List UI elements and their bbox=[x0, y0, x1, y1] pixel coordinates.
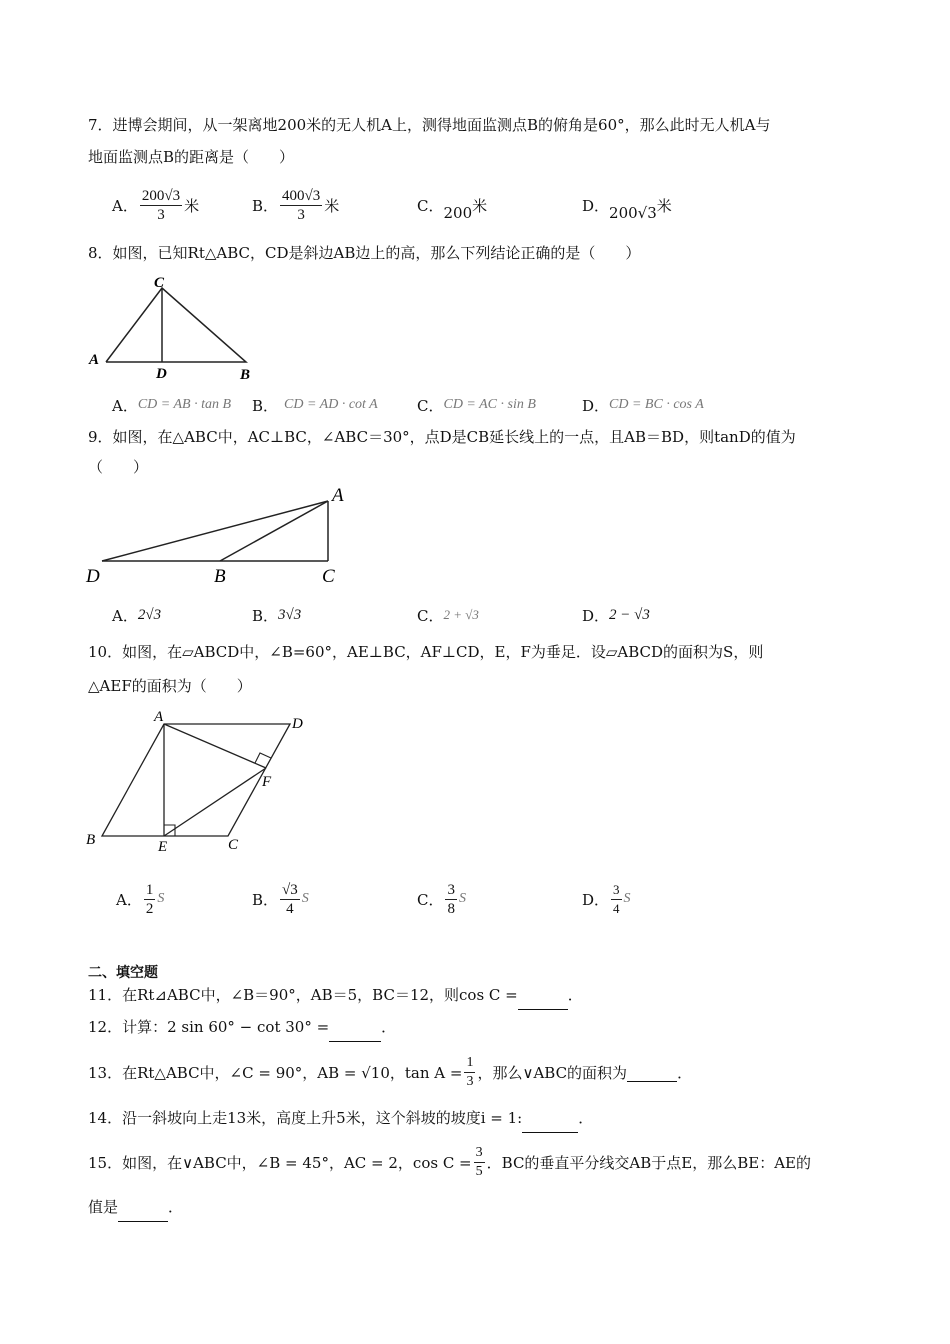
q10-label-a: A bbox=[154, 709, 164, 725]
q9-figure-triangle bbox=[84, 484, 356, 588]
q13-text-b: ，那么∨ABC的面积为 bbox=[477, 1063, 628, 1082]
option-tail: S bbox=[157, 891, 165, 906]
option-tail: S bbox=[623, 891, 631, 906]
q8-option-a[interactable] bbox=[112, 385, 231, 425]
option-tail: S bbox=[458, 891, 466, 906]
q15-text-a: 15．如图，在∨ABC中，∠B = 45°，AC = 2，cos C = bbox=[88, 1153, 472, 1172]
option-label: C． bbox=[417, 606, 444, 625]
q10-options bbox=[112, 879, 880, 919]
fraction bbox=[280, 187, 322, 224]
option-label: D． bbox=[582, 890, 610, 909]
option-label: B． bbox=[252, 396, 279, 415]
denominator: 3 bbox=[466, 1073, 474, 1089]
option-label: D． bbox=[582, 396, 610, 415]
q12-text: 12．计算：2 sin 60° − cot 30° = bbox=[88, 1018, 330, 1036]
option-label: B． bbox=[252, 890, 279, 909]
q14-end: ． bbox=[578, 1109, 594, 1127]
q10-figure-parallelogram bbox=[84, 708, 314, 858]
denominator: 3 bbox=[157, 206, 165, 223]
fraction bbox=[445, 881, 457, 918]
option-label: D． bbox=[582, 196, 610, 215]
q13-end: ． bbox=[677, 1063, 693, 1082]
section-title: 二、填空题 bbox=[88, 965, 158, 981]
option-value: CD = AC · sin B bbox=[443, 397, 536, 412]
q10-option-c[interactable] bbox=[417, 879, 466, 919]
q11-text: 11．在Rt⊿ABC中，∠B＝90°，AB＝5，BC＝12，则cos C = bbox=[88, 986, 518, 1004]
q15-end: ． bbox=[168, 1198, 184, 1216]
option-value: 200 bbox=[443, 204, 473, 222]
q9-label-b: B bbox=[214, 566, 226, 587]
option-value: CD = BC · cos A bbox=[609, 397, 704, 412]
denominator: 4 bbox=[613, 900, 620, 916]
q10-label-b: B bbox=[86, 832, 96, 848]
q12-answer-blank[interactable] bbox=[329, 1021, 381, 1042]
unit: 米 bbox=[184, 196, 200, 215]
denominator: 3 bbox=[297, 206, 305, 223]
q8-label-d: D bbox=[156, 366, 167, 382]
q9-stem-line2: （ ） bbox=[88, 458, 149, 476]
unit: 米 bbox=[324, 196, 340, 215]
q14-answer-blank[interactable] bbox=[522, 1112, 578, 1133]
q13-answer-blank[interactable] bbox=[627, 1063, 677, 1082]
fraction bbox=[464, 1054, 475, 1091]
option-label: D． bbox=[582, 606, 610, 625]
option-value: 3√3 bbox=[278, 606, 302, 623]
q10-label-f: F bbox=[262, 774, 272, 790]
fraction bbox=[280, 881, 300, 918]
q10-option-d[interactable] bbox=[582, 879, 631, 919]
option-label: A． bbox=[112, 196, 138, 215]
q15-line2 bbox=[88, 1192, 880, 1222]
numerator: 3 bbox=[611, 881, 622, 900]
numerator: 3 bbox=[447, 881, 455, 898]
option-label: C． bbox=[417, 890, 444, 909]
q7-option-b[interactable] bbox=[252, 185, 339, 225]
numerator: 400√3 bbox=[282, 187, 321, 204]
q9-option-c[interactable] bbox=[417, 595, 479, 635]
q8-figure-right-triangle bbox=[86, 276, 266, 384]
option-label: C． bbox=[417, 396, 444, 415]
q12-end: ． bbox=[381, 1018, 397, 1036]
fraction bbox=[474, 1144, 485, 1181]
q11-end: ． bbox=[567, 986, 583, 1004]
option-label: A． bbox=[112, 396, 138, 415]
q12 bbox=[88, 1012, 880, 1042]
option-label: B． bbox=[252, 196, 279, 215]
option-label: C． bbox=[417, 196, 444, 215]
q11-answer-blank[interactable] bbox=[518, 989, 568, 1010]
q8-option-b[interactable] bbox=[252, 385, 378, 425]
denominator: 8 bbox=[447, 900, 455, 917]
option-value: 2 − √3 bbox=[609, 606, 650, 623]
q13-text-a: 13．在Rt△ABC中，∠C = 90°，AB = √10，tan A = bbox=[88, 1063, 463, 1082]
q10-option-b[interactable] bbox=[252, 879, 309, 919]
q7-option-d[interactable] bbox=[582, 185, 672, 225]
q8-label-a: A bbox=[89, 352, 100, 368]
q10-label-c: C bbox=[228, 837, 239, 853]
q7-option-a[interactable] bbox=[112, 185, 199, 225]
fraction bbox=[144, 881, 156, 918]
q15-answer-blank[interactable] bbox=[118, 1201, 168, 1222]
q8-label-c: C bbox=[154, 276, 165, 291]
option-value: 2 + √3 bbox=[443, 607, 479, 622]
q9-option-b[interactable] bbox=[252, 595, 301, 635]
numerator: 200√3 bbox=[141, 187, 181, 204]
q14 bbox=[88, 1103, 880, 1133]
q9-stem-line1: 9．如图，在△ABC中，AC⊥BC，∠ABC＝30°，点D是CB延长线上的一点，且AB＝BD，则tanD的值为 bbox=[88, 428, 796, 446]
option-value: CD = AB · tan B bbox=[137, 397, 232, 412]
fraction bbox=[140, 187, 182, 224]
numerator: √3 bbox=[282, 881, 298, 898]
denominator: 2 bbox=[145, 900, 154, 917]
q8-options bbox=[112, 385, 880, 425]
q7-option-c[interactable] bbox=[417, 185, 487, 225]
q11 bbox=[88, 980, 880, 1010]
q10-label-e: E bbox=[158, 839, 168, 855]
denominator: 5 bbox=[475, 1163, 483, 1179]
q14-text: 14．沿一斜坡向上走13米，高度上升5米，这个斜坡的坡度i = 1: bbox=[88, 1109, 523, 1127]
q8-stem: 8．如图，已知Rt△ABC，CD是斜边AB边上的高，那么下列结论正确的是（ ） bbox=[88, 244, 641, 262]
numerator: 1 bbox=[145, 881, 154, 898]
numerator: 3 bbox=[474, 1144, 485, 1163]
option-tail: S bbox=[301, 891, 309, 906]
q7-stem-line2: 地面监测点B的距离是（ ） bbox=[88, 148, 295, 166]
q15-line1 bbox=[88, 1140, 880, 1184]
q9-label-d: D bbox=[86, 566, 100, 587]
q15-text-b: ．BC的垂直平分线交AB于点E，那么BE：AE的 bbox=[486, 1153, 811, 1172]
q9-option-a[interactable] bbox=[112, 595, 161, 635]
q10-stem-line1: 10．如图，在▱ABCD中，∠B=60°，AE⊥BC，AF⊥CD，E，F为垂足．设▱ABCD的面积为S，则 bbox=[88, 643, 764, 661]
denominator: 4 bbox=[286, 900, 294, 917]
unit: 米 bbox=[656, 196, 672, 215]
q7-stem-line1: 7．进博会期间，从一架离地200米的无人机A上，测得地面监测点B的俯角是60°，那么此时无人机A与 bbox=[88, 116, 771, 134]
option-label: B． bbox=[252, 606, 279, 625]
q8-option-c[interactable] bbox=[417, 385, 536, 425]
q10-label-d: D bbox=[292, 716, 303, 732]
q7-options bbox=[112, 185, 880, 225]
q13 bbox=[88, 1050, 880, 1094]
q10-stem-line2: △AEF的面积为（ ） bbox=[88, 677, 252, 695]
option-value: 2√3 bbox=[137, 606, 162, 623]
option-label: A． bbox=[112, 606, 138, 625]
numerator: 1 bbox=[464, 1054, 475, 1073]
q9-option-d[interactable] bbox=[582, 595, 650, 635]
q10-option-a[interactable] bbox=[116, 879, 164, 919]
q8-option-d[interactable] bbox=[582, 385, 704, 425]
unit: 米 bbox=[472, 196, 488, 215]
q15-text-c: 值是 bbox=[88, 1198, 119, 1216]
q8-label-b: B bbox=[240, 367, 251, 383]
q9-options bbox=[112, 595, 880, 635]
option-value: CD = AD · cot A bbox=[284, 397, 378, 412]
fraction bbox=[611, 881, 622, 918]
q9-label-a: A bbox=[332, 485, 344, 506]
option-value: 200√3 bbox=[609, 204, 657, 222]
option-label: A． bbox=[116, 890, 142, 909]
q9-label-c: C bbox=[322, 566, 335, 587]
